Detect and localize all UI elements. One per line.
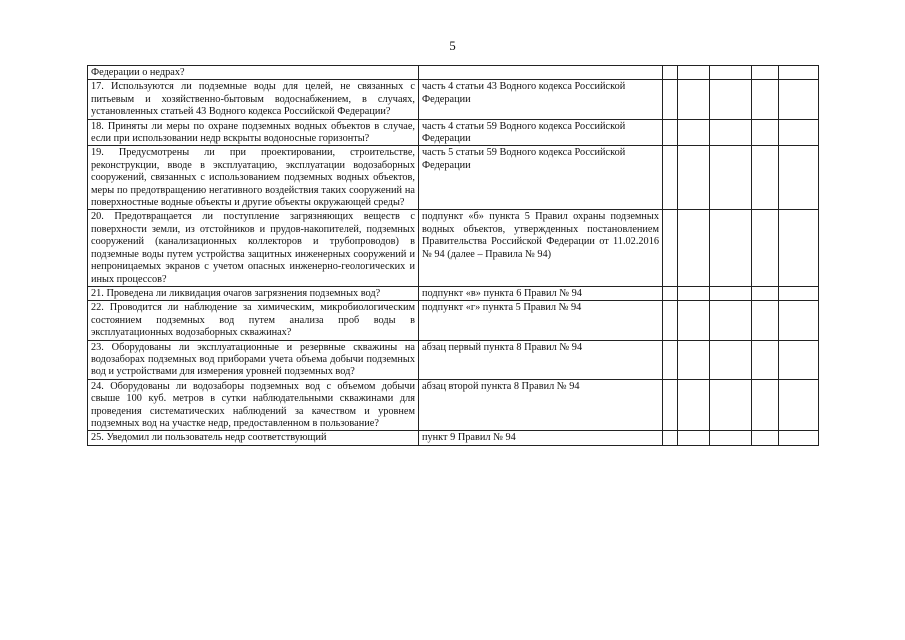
answer-cell-extra[interactable] — [752, 431, 779, 445]
answer-cell-na[interactable] — [710, 146, 752, 210]
question-cell: 18. Приняты ли меры по охране подземных водных объектов в случае, если при использовании недр вскрыты водоносные горизонты? — [88, 119, 419, 146]
answer-cell-na[interactable] — [710, 340, 752, 379]
reference-cell: часть 5 статьи 59 Водного кодекса Российской Федерации — [419, 146, 663, 210]
reference-cell: пункт 9 Правил № 94 — [419, 431, 663, 445]
page-number: 5 — [449, 38, 456, 53]
answer-cell-yes[interactable] — [663, 379, 678, 431]
reference-cell: часть 4 статьи 43 Водного кодекса Российской Федерации — [419, 80, 663, 119]
answer-cell-note[interactable] — [779, 301, 819, 340]
question-cell: 20. Предотвращается ли поступление загрязняющих веществ с поверхности земли, из отстойников и прудов-накопителей, подземных сооружений (канализационных коллекторов и трубопроводов) в подземные воды путем устройства защитных инженерных сооружений и непроницаемых экранов с учетом опасных инженерно-геологических и иных процессов? — [88, 210, 419, 286]
reference-cell — [419, 66, 663, 80]
answer-cell-yes[interactable] — [663, 210, 678, 286]
answer-cell-note[interactable] — [779, 286, 819, 300]
answer-cell-extra[interactable] — [752, 146, 779, 210]
answer-cell-na[interactable] — [710, 379, 752, 431]
reference-cell: подпункт «г» пункта 5 Правил № 94 — [419, 301, 663, 340]
answer-cell-no[interactable] — [678, 119, 710, 146]
answer-cell-yes[interactable] — [663, 80, 678, 119]
table-row — [88, 66, 819, 80]
answer-cell-no[interactable] — [678, 286, 710, 300]
answer-cell-na[interactable] — [710, 80, 752, 119]
answer-cell-no[interactable] — [678, 66, 710, 80]
answer-cell-yes[interactable] — [663, 301, 678, 340]
answer-cell-na[interactable] — [710, 286, 752, 300]
table-row — [88, 210, 819, 286]
question-cell: 21. Проведена ли ликвидация очагов загрязнения подземных вод? — [88, 286, 419, 300]
question-cell: 19. Предусмотрены ли при проектировании, строительстве, реконструкции, вводе в эксплуатацию, эксплуатации водозаборных сооружений, связанных с использованием подземных водных объектов, меры по предотвращению негативного воздействия таких сооружений на поверхностные водные объекты и другие объекты окружающей среды? — [88, 146, 419, 210]
answer-cell-na[interactable] — [710, 119, 752, 146]
answer-cell-no[interactable] — [678, 146, 710, 210]
answer-cell-na[interactable] — [710, 301, 752, 340]
answer-cell-no[interactable] — [678, 80, 710, 119]
answer-cell-note[interactable] — [779, 66, 819, 80]
reference-cell: подпункт «б» пункта 5 Правил охраны подземных водных объектов, утвержденных постановлением Правительства Российской Федерации от 11.02.2016 № 94 (далее – Правила № 94) — [419, 210, 663, 286]
reference-cell: абзац первый пункта 8 Правил № 94 — [419, 340, 663, 379]
answer-cell-no[interactable] — [678, 301, 710, 340]
answer-cell-extra[interactable] — [752, 80, 779, 119]
answer-cell-yes[interactable] — [663, 286, 678, 300]
question-cell: 23. Оборудованы ли эксплуатационные и резервные скважины на водозаборах подземных вод приборами учета объема добычи подземных вод и устройствами для измерения уровней подземных вод? — [88, 340, 419, 379]
answer-cell-yes[interactable] — [663, 119, 678, 146]
answer-cell-na[interactable] — [710, 431, 752, 445]
answer-cell-yes[interactable] — [663, 146, 678, 210]
answer-cell-extra[interactable] — [752, 210, 779, 286]
answer-cell-note[interactable] — [779, 340, 819, 379]
reference-cell: часть 4 статьи 59 Водного кодекса Российской Федерации — [419, 119, 663, 146]
answer-cell-na[interactable] — [710, 210, 752, 286]
answer-cell-note[interactable] — [779, 80, 819, 119]
table-row — [88, 431, 819, 445]
answer-cell-extra[interactable] — [752, 301, 779, 340]
answer-cell-note[interactable] — [779, 119, 819, 146]
question-cell: 24. Оборудованы ли водозаборы подземных вод с объемом добычи свыше 100 куб. метров в сутки наблюдательными скважинами для проведения систематических наблюдений за качеством и уровнем подземных вод на участке недр, предоставленном в пользование? — [88, 379, 419, 431]
question-cell: 22. Проводится ли наблюдение за химическим, микробиологическим состоянием подземных вод путем анализа проб воды в эксплуатационных водозаборных скважинах? — [88, 301, 419, 340]
reference-cell: подпункт «в» пункта 6 Правил № 94 — [419, 286, 663, 300]
checklist-table — [87, 65, 819, 446]
question-cell: 25. Уведомил ли пользователь недр соответствующий — [88, 431, 419, 445]
table-row — [88, 301, 819, 340]
answer-cell-extra[interactable] — [752, 340, 779, 379]
answer-cell-note[interactable] — [779, 146, 819, 210]
table-row — [88, 119, 819, 146]
checklist-body — [88, 66, 819, 446]
reference-cell: абзац второй пункта 8 Правил № 94 — [419, 379, 663, 431]
table-row — [88, 286, 819, 300]
table-row — [88, 379, 819, 431]
answer-cell-no[interactable] — [678, 210, 710, 286]
table-row — [88, 80, 819, 119]
table-row — [88, 340, 819, 379]
question-cell: Федерации о недрах? — [88, 66, 419, 80]
answer-cell-extra[interactable] — [752, 119, 779, 146]
table-row — [88, 146, 819, 210]
answer-cell-note[interactable] — [779, 379, 819, 431]
answer-cell-extra[interactable] — [752, 66, 779, 80]
answer-cell-extra[interactable] — [752, 379, 779, 431]
answer-cell-yes[interactable] — [663, 66, 678, 80]
answer-cell-no[interactable] — [678, 431, 710, 445]
answer-cell-yes[interactable] — [663, 340, 678, 379]
answer-cell-no[interactable] — [678, 379, 710, 431]
answer-cell-extra[interactable] — [752, 286, 779, 300]
question-cell: 17. Используются ли подземные воды для целей, не связанных с питьевым и хозяйственно-бытовым водоснабжением, в случаях, установленных статьей 43 Водного кодекса Российской Федерации? — [88, 80, 419, 119]
answer-cell-na[interactable] — [710, 66, 752, 80]
answer-cell-yes[interactable] — [663, 431, 678, 445]
answer-cell-no[interactable] — [678, 340, 710, 379]
answer-cell-note[interactable] — [779, 431, 819, 445]
answer-cell-note[interactable] — [779, 210, 819, 286]
